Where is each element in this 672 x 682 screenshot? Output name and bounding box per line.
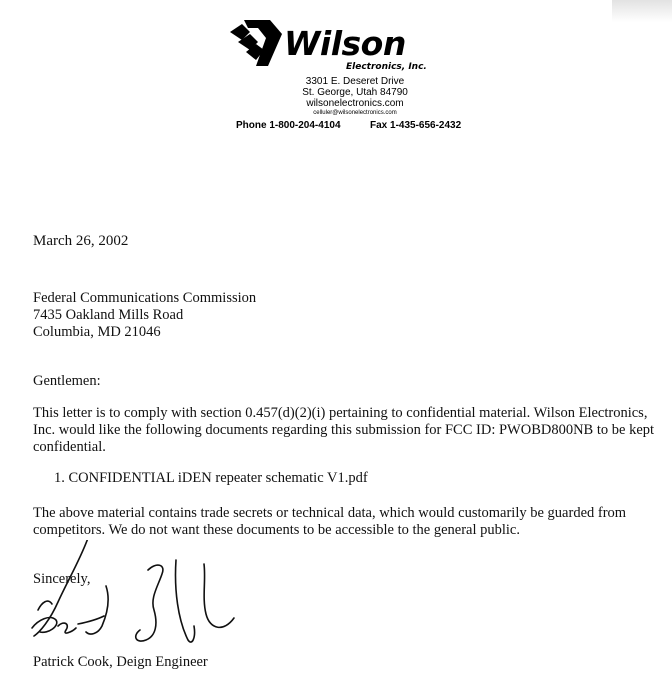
fax-number: Fax 1-435-656-2432	[370, 120, 462, 131]
salutation: Gentlemen:	[33, 373, 101, 389]
letter-date: March 26, 2002	[33, 233, 129, 249]
signer-name: Patrick Cook, Deign Engineer	[33, 654, 208, 670]
address-line-1: 3301 E. Deseret Drive	[305, 76, 405, 87]
handwritten-signature	[28, 540, 258, 650]
company-name: Wilson	[284, 24, 406, 63]
phone-number: Phone 1-800-204-4104	[236, 120, 341, 131]
recipient-line: Columbia, MD 21046	[33, 324, 161, 340]
website: wilsonelectronics.com	[306, 98, 404, 109]
company-subname: Electronics, Inc.	[346, 62, 427, 72]
email: celluler@wilsonelectronics.com	[313, 110, 397, 116]
letterhead	[0, 0, 672, 140]
paragraph-2-line: competitors. We do not want these documents to be accessible to the general public.	[33, 522, 520, 538]
wilson-logo-icon	[230, 20, 282, 66]
paragraph-2-line: The above material contains trade secrets or technical data, which would customarily be guarded from	[33, 505, 627, 521]
document-list-item: 1. CONFIDENTIAL iDEN repeater schematic V1.pdf	[54, 470, 368, 486]
paragraph-1-line: confidential.	[33, 439, 106, 455]
paragraph-1-line: Inc. would like the following documents regarding this submission for FCC ID: PWOBD800NB to be kept	[33, 422, 655, 438]
paragraph-1-line: This letter is to comply with section 0.457(d)(2)(i) pertaining to confidential material. Wilson Electronics,	[33, 405, 648, 421]
recipient-line: 7435 Oakland Mills Road	[33, 307, 184, 323]
address-line-2: St. George, Utah 84790	[302, 87, 408, 98]
recipient-line: Federal Communications Commission	[33, 290, 257, 306]
closing: Sincerely,	[33, 571, 91, 587]
